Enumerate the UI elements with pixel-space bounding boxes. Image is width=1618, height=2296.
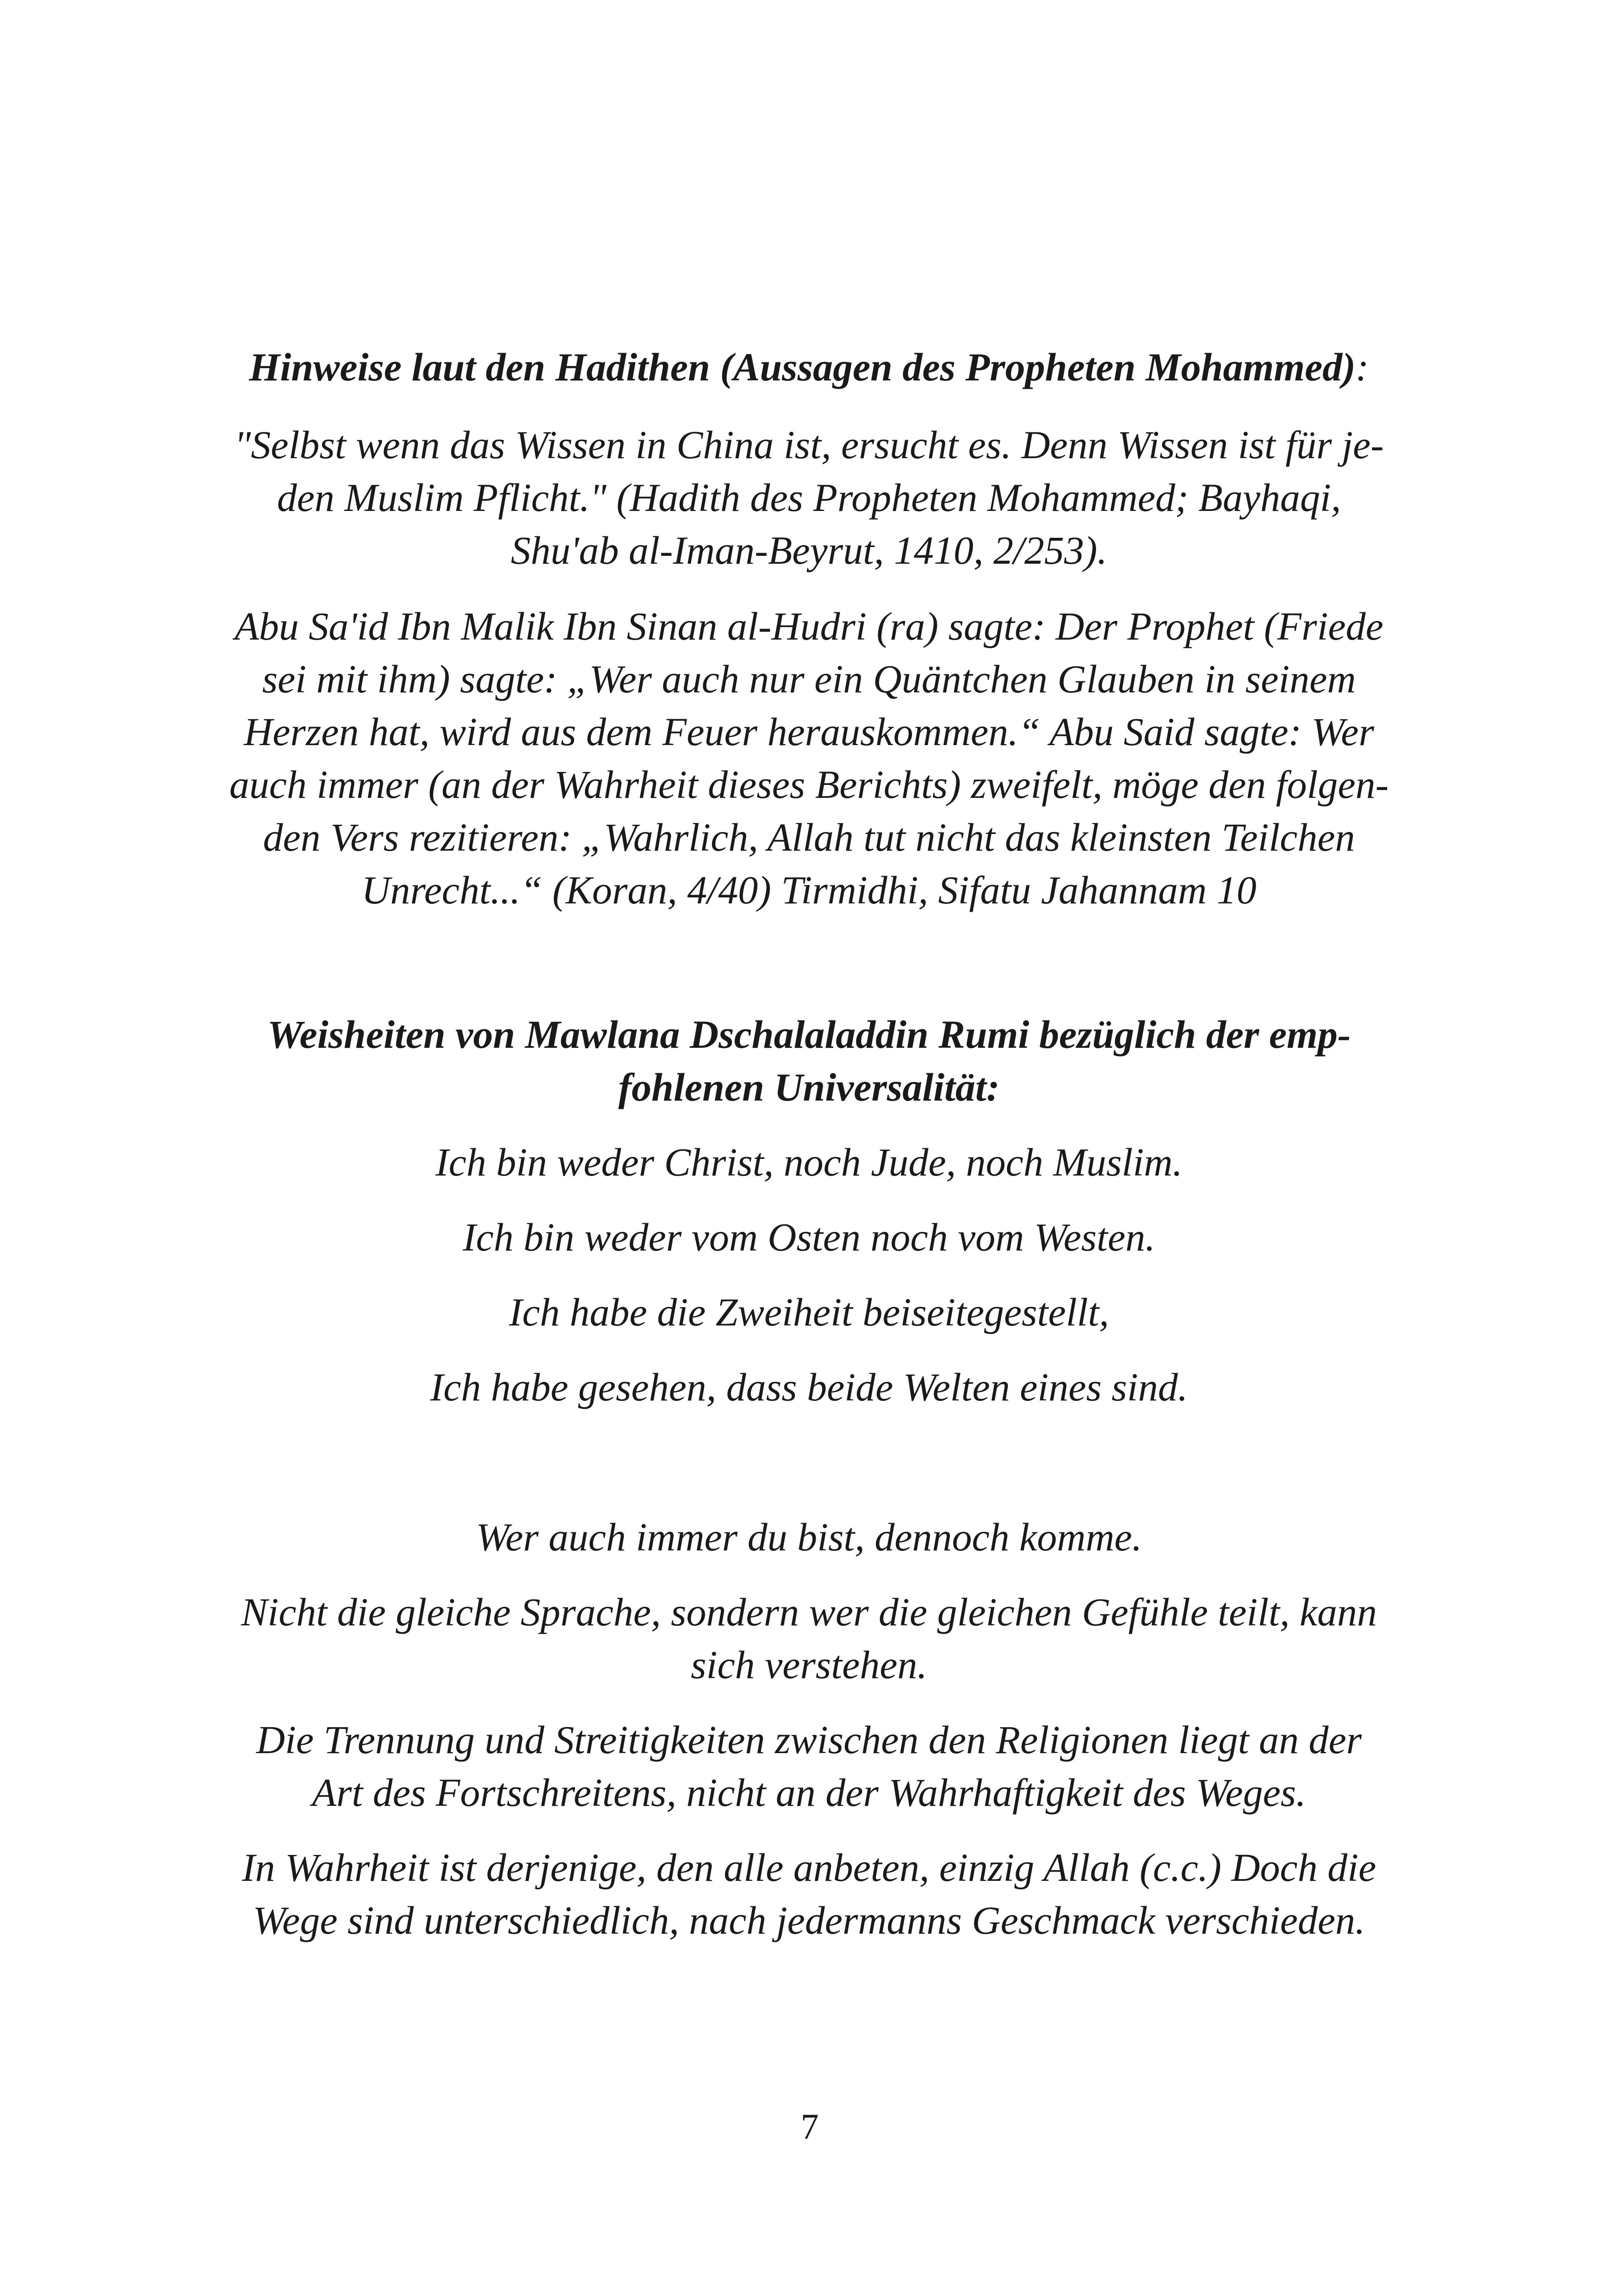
hadith-quote2-line: Abu Sa'id Ibn Malik Ibn Sinan al-Hudri (ra) sagte: Der Prophet (Friede — [235, 604, 1383, 648]
rumi-verse: Wer auch immer du bist, dennoch komme. — [476, 1515, 1142, 1559]
rumi-verse: Ich bin weder vom Osten noch vom Westen. — [463, 1215, 1155, 1259]
rumi-verse: Ich habe die Zweiheit beiseitegestellt, — [509, 1290, 1109, 1334]
hadith-quote1-line: "Selbst wenn das Wissen in China ist, ersucht es. Denn Wissen ist für je- — [234, 423, 1384, 467]
rumi-verse: sich verstehen. — [690, 1643, 928, 1687]
hadith-quote1-line: den Muslim Pflicht." (Hadith des Propheten Mohammed; Bayhaqi, — [277, 475, 1341, 520]
rumi-verse: Nicht die gleiche Sprache, sondern wer die gleichen Gefühle teilt, kann — [241, 1590, 1377, 1634]
hadith-quote2-line: sei mit ihm) sagte: „Wer auch nur ein Quäntchen Glauben in seinem — [262, 657, 1356, 701]
hadith-quote2-line: Herzen hat, wird aus dem Feuer herauskommen.“ Abu Said sagte: Wer — [244, 709, 1374, 754]
hadith-heading-colon: : — [1355, 345, 1369, 389]
hadith-quote2-line: Unrecht...“ (Koran, 4/40) Tirmidhi, Sifatu Jahannam 10 — [361, 868, 1257, 912]
rumi-verse: Ich habe gesehen, dass beide Welten eines sind. — [430, 1365, 1188, 1409]
hadith-quote2-line: den Vers rezitieren: „Wahrlich, Allah tut nicht das kleinsten Teilchen — [263, 815, 1355, 859]
hadith-heading-text: Hinweise laut den Hadithen (Aussagen des Propheten Mohammed) — [249, 345, 1356, 389]
rumi-verse: Wege sind unterschiedlich, nach jedermanns Geschmack verschieden. — [253, 1898, 1365, 1942]
rumi-verse: In Wahrheit ist derjenige, den alle anbeten, einzig Allah (c.c.) Doch die — [242, 1845, 1376, 1890]
rumi-verse: Ich bin weder Christ, noch Jude, noch Muslim. — [435, 1140, 1183, 1184]
rumi-section-heading: Weisheiten von Mawlana Dschalaladdin Rumi bezüglich der emp- — [267, 1012, 1351, 1057]
page-number: 7 — [800, 2106, 819, 2147]
hadith-quote2-line: auch immer (an der Wahrheit dieses Berichts) zweifelt, möge den folgen- — [229, 762, 1389, 807]
hadith-section-heading — [176, 342, 1442, 392]
hadith-quote1-line: Shu'ab al-Iman-Beyrut, 1410, 2/253). — [510, 528, 1108, 572]
rumi-section-heading: fohlenen Universalität: — [618, 1065, 1000, 1109]
rumi-verse: Art des Fortschreitens, nicht an der Wahrhaftigkeit des Weges. — [312, 1770, 1306, 1815]
rumi-verse: Die Trennung und Streitigkeiten zwischen den Religionen liegt an der — [256, 1717, 1362, 1762]
